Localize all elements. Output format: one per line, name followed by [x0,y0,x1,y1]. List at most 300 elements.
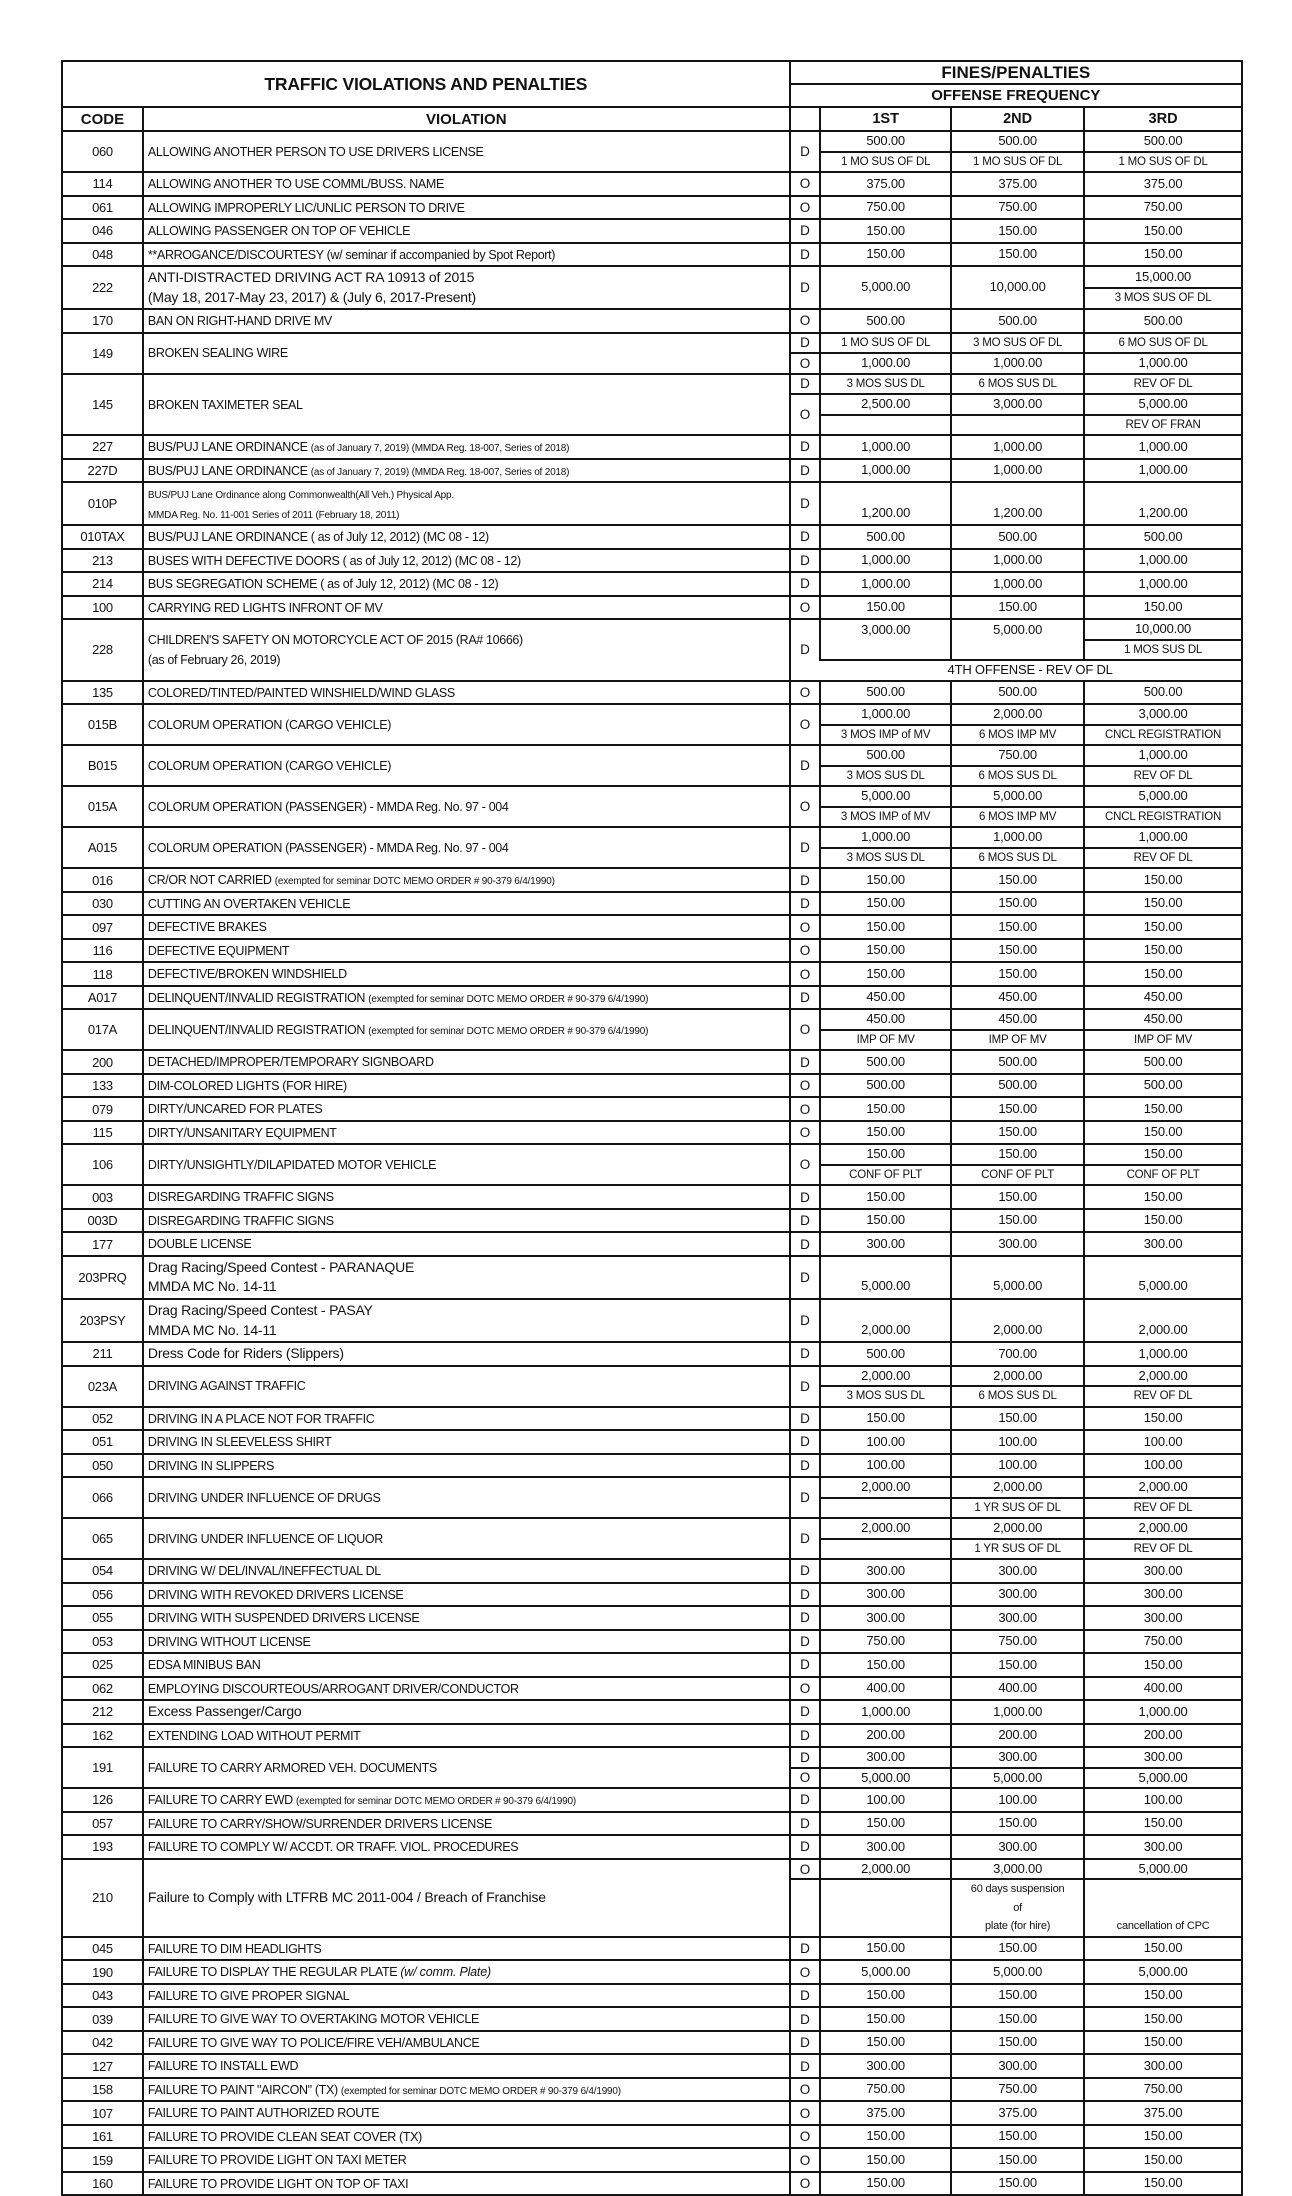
do-cell: D [789,1431,820,1453]
fine-line: 2,500.00 [861,396,911,412]
column-header-do [789,108,820,130]
fine-cell [950,869,1083,891]
fine-line: 1,000.00 [993,355,1043,371]
code-cell: 003D [87,1213,118,1229]
code-cell: 045 [92,1941,113,1956]
fine-line: 500.00 [998,312,1037,328]
fine-cell [950,1519,1083,1558]
table-row [63,1208,1241,1232]
fine-cell [950,1678,1083,1700]
code-cell: 161 [92,2129,113,2145]
fine-line: 2,000.00 [861,1321,911,1337]
fine-line [821,1259,950,1278]
fine-line: 400.00 [866,1680,905,1696]
violation-cell [142,375,789,435]
violation-line: Drag Racing/Speed Contest - PARANAQUE [147,1258,415,1275]
fine-line: 500.00 [1143,684,1183,700]
code-cell: 203PSY [79,1313,126,1328]
code-cell: 162 [92,1727,113,1743]
code-cell: A017 [87,990,118,1006]
fine-cell [1083,1560,1241,1582]
do-cell: O [789,173,820,195]
fine-line: 500.00 [866,1345,905,1361]
fine-line: 100.00 [866,1433,905,1449]
violation-line: DRIVING WITHOUT LICENSE [147,1634,311,1649]
fine-cell [950,1010,1083,1049]
fine-cell [819,1607,950,1629]
violation-cell [142,1478,789,1517]
fine-line: 300.00 [1143,1749,1183,1765]
fine-group [789,1725,1241,1747]
fine-line: 150.00 [998,2128,1037,2144]
code-cell: 177 [92,1236,113,1252]
table-row [63,308,1241,332]
fine-line: 500.00 [1143,312,1183,328]
fine-group [789,1748,1241,1767]
do-cell: D [789,1408,820,1430]
fine-cell [950,1145,1083,1184]
fine-group [789,1836,1241,1858]
fine-cell [819,940,950,962]
code-cell: 039 [92,2011,113,2027]
do-cell: O [789,1075,820,1097]
violation-line: DIRTY/UNCARED FOR PLATES [147,1102,323,1117]
violation-line: MMDA MC No. 14-11 [147,1321,277,1338]
violation-cell [142,173,789,195]
fine-cell [950,244,1083,266]
fine-line: 5,000.00 [861,1963,911,1979]
fine-line: REV OF DL [1085,765,1241,786]
fine-cell [1083,573,1241,595]
fine-group [789,173,1241,195]
violation-cell [142,1455,789,1477]
fine-line: 300.00 [866,2057,905,2073]
fine-cell [950,828,1083,867]
do-cell: O [789,1122,820,1144]
fine-cell [950,395,1083,434]
violation-cell [142,526,789,548]
fine-group [789,1051,1241,1073]
do-cell: D [789,1813,820,1835]
fine-cell [1083,1210,1241,1232]
violation-line: FAILURE TO GIVE WAY TO OVERTAKING MOTOR VEHICLE [147,2012,480,2027]
fine-line: 1,000.00 [861,1703,911,1719]
fine-line: 3 MOS SUS DL [821,765,950,786]
fine-group [789,197,1241,219]
fine-cell [819,1210,950,1232]
fine-line: 3,000.00 [1138,706,1188,722]
violation-line: ALLOWING ANOTHER TO USE COMML/BUSS. NAME [147,177,444,191]
fine-line: 150.00 [998,246,1037,262]
table-row [63,434,1241,458]
fine-line: CONF OF PLT [1085,1164,1241,1185]
violation-cell [142,2079,789,2101]
fine-cell [819,197,950,219]
fine-cell [950,1880,1083,1936]
fine-cell [950,1367,1083,1406]
table-row [63,1746,1241,1787]
code-cell: 061 [92,199,113,215]
fine-cell [950,573,1083,595]
code-cell: 193 [92,1839,113,1855]
violation-line: DRIVING AGAINST TRAFFIC [147,1379,306,1394]
fine-cell [819,267,950,308]
fine-cell [1083,1010,1241,1049]
do-cell: D [789,573,820,595]
fine-cell [819,375,950,394]
fine-line: 150.00 [1143,1124,1183,1140]
do-cell: D [789,620,820,680]
violation-line: CR/OR NOT CARRIED (exempted for seminar DOTC MEMO ORDER # 90-379 6/4/1990) [147,873,555,888]
fine-line: 3 MO SUS OF DL [973,336,1063,349]
fine-line [952,1259,1083,1278]
fine-group [789,1678,1241,1700]
fine-cell [819,1631,950,1653]
fine-line [952,1302,1083,1321]
violation-cell [142,1631,789,1653]
violation-line: FAILURE TO GIVE WAY TO POLICE/FIRE VEH/AMBULANCE [147,2035,480,2050]
violation-cell [142,1186,789,1208]
fine-cell [1083,460,1241,482]
code-cell: 190 [92,1964,113,1980]
fine-line: 1,000.00 [861,575,911,591]
do-cell: D [789,1300,820,1341]
fine-cell [819,1145,950,1184]
violation-line: FAILURE TO PROVIDE CLEAN SEAT COVER (TX) [147,2129,422,2144]
do-cell: D [789,1789,820,1811]
code-cell: 017A [87,1022,118,1038]
table-row [63,218,1241,242]
fine-line: 1 MO SUS OF DL [821,151,950,172]
fine-cell [819,1343,950,1365]
fine-line: 150.00 [1143,1410,1183,1426]
fine-line: 500.00 [1143,1077,1183,1093]
violation-line: COLORUM OPERATION (CARGO VEHICLE) [147,758,392,773]
fine-cell [1083,436,1241,458]
violation-line: MMDA MC No. 14-11 [147,1278,277,1295]
fine-cell [819,2008,950,2030]
fine-cell [1083,787,1241,826]
code-cell: 133 [92,1078,113,1094]
code-cell: 003 [92,1189,113,1205]
fine-cell [1083,1408,1241,1430]
fine-group [789,436,1241,458]
fine-line: 375.00 [866,2104,905,2120]
fine-line: 1,000.00 [1138,747,1188,763]
fine-cell [950,893,1083,915]
violation-line: CARRYING RED LIGHTS INFRONT OF MV [147,600,383,615]
table-row [63,1298,1241,1341]
column-header-3rd: 3RD [1083,108,1241,130]
fine-group [789,1145,1241,1184]
violation-line: BROKEN SEALING WIRE [147,346,288,361]
fine-cell [819,2173,950,2195]
violation-cell [142,1233,789,1255]
do-cell: D [789,1584,820,1606]
fine-cell [950,1560,1083,1582]
fine-cell [1083,1233,1241,1255]
fine-group [789,1813,1241,1835]
fine-line: 500.00 [998,1077,1037,1093]
code-cell: 016 [92,872,113,888]
table-row [63,2124,1241,2148]
fine-line: 300.00 [866,1838,905,1854]
fine-line: 1,200.00 [993,504,1043,520]
violation-line: DIRTY/UNSANITARY EQUIPMENT [147,1125,337,1140]
fine-line: 1 MOS SUS DL [1085,639,1241,660]
table-row [63,481,1241,524]
violation-line: FAILURE TO PROVIDE LIGHT ON TOP OF TAXI [147,2176,409,2191]
table-row [63,242,1241,266]
fine-cell [819,620,950,659]
fine-group [789,1519,1241,1558]
fine-cell [950,1186,1083,1208]
table-row [63,1453,1241,1477]
fine-line: 150.00 [1143,1212,1183,1228]
fine-group [789,746,1241,785]
code-cell: 066 [92,1490,113,1506]
fine-cell [819,597,950,619]
code-cell: A015 [87,840,118,856]
do-cell: D [789,1233,820,1255]
fine-group [789,573,1241,595]
fine-line: 500.00 [866,684,905,700]
fine-cell [1083,1367,1241,1406]
fine-line: 3 MOS SUS OF DL [1085,287,1241,308]
fine-cell [1083,354,1241,373]
fine-line: 150.00 [998,1212,1037,1228]
violation-cell [142,1938,789,1960]
table-row [63,914,1241,938]
fine-line: 3 MOS IMP of MV [821,806,950,827]
fine-line: 1 YR SUS OF DL [952,1538,1083,1559]
fine-group [789,869,1241,891]
fine-group [789,1210,1241,1232]
fine-cell [819,1836,950,1858]
code-cell: 213 [92,552,113,568]
fine-cell [1083,2126,1241,2148]
fine-line: 150.00 [1143,2034,1183,2050]
fine-line: 150.00 [1143,1188,1183,1204]
fine-line: 300.00 [1143,2057,1183,2073]
do-cell: D [789,1257,820,1298]
fine-line [821,1302,950,1321]
table-row [63,1008,1241,1049]
fine-cell [1083,1300,1241,1341]
fine-line: 300.00 [1143,1562,1183,1578]
fine-cell [950,220,1083,242]
violation-cell [142,597,789,619]
fine-line: 150.00 [998,2010,1037,2026]
table-row [63,2053,1241,2077]
fine-line: 150.00 [998,1410,1037,1426]
do-cell: D [789,220,820,242]
fine-cell [950,705,1083,744]
fine-cell [950,1233,1083,1255]
violation-cell [142,1813,789,1835]
fine-group [789,1122,1241,1144]
fine-line: 150.00 [1143,2151,1183,2167]
fine-cell [819,220,950,242]
fine-cell [950,1938,1083,1960]
fine-line: 375.00 [998,2104,1037,2120]
fine-cell [1083,1836,1241,1858]
fine-cell [819,1010,950,1049]
fine-line: 3,000.00 [861,622,911,638]
violation-line: FAILURE TO CARRY EWD (exempted for seminar DOTC MEMO ORDER # 90-379 6/4/1990) [147,1793,576,1808]
fine-line: REV OF DL [1085,1538,1241,1559]
violation-line: ALLOWING IMPROPERLY LIC/UNLIC PERSON TO DRIVE [147,200,465,215]
violation-line: DOUBLE LICENSE [147,1237,252,1252]
do-cell: D [789,550,820,572]
fine-cell [950,1789,1083,1811]
fine-line: 150.00 [1143,918,1183,934]
fine-line: 2,000.00 [1138,1520,1188,1536]
do-cell: D [789,460,820,482]
do-cell: D [789,1343,820,1365]
fine-line: 3 MOS SUS DL [821,847,950,868]
do-cell: O [789,1769,820,1788]
fine-cell [950,1748,1083,1767]
column-header-violation: VIOLATION [142,108,789,130]
fine-line: 150.00 [998,1188,1037,1204]
violation-line: DRIVING IN SLEEVELESS SHIRT [147,1435,332,1450]
violation-line: DELINQUENT/INVALID REGISTRATION (exempted for seminar DOTC MEMO ORDER # 90-379 6/4/1990) [147,990,649,1005]
table-row [63,961,1241,985]
violation-cell [142,916,789,938]
fine-group [789,1701,1241,1723]
fine-line: 5,000.00 [861,788,911,804]
fine-cell [950,1257,1083,1298]
table-row [63,744,1241,785]
fine-group [789,244,1241,266]
fine-cell [1083,244,1241,266]
violation-cell [142,244,789,266]
table-row [63,1959,1241,1983]
fine-line: 150.00 [1143,942,1183,958]
violation-cell [142,1300,789,1341]
fine-cell [950,916,1083,938]
fine-cell [1083,1186,1241,1208]
fine-cell [819,460,950,482]
fine-cell [819,334,950,353]
fine-cell [819,1860,950,1879]
fine-cell [819,1789,950,1811]
fine-line: 450.00 [1143,989,1183,1005]
fine-cell [1083,828,1241,867]
fine-cell [950,1431,1083,1453]
fine-line: 1,000.00 [993,575,1043,591]
table-row [63,703,1241,744]
fine-cell [1083,1769,1241,1788]
fine-line: 750.00 [1143,2081,1183,2097]
fine-line [821,485,950,504]
fine-group [789,1789,1241,1811]
do-cell: O [789,682,820,704]
fine-line [821,640,950,659]
fine-line: 300.00 [998,2057,1037,2073]
fine-group [789,1878,1241,1936]
fine-line: 375.00 [998,175,1037,191]
fine-cell [1083,1343,1241,1365]
fine-line: 150.00 [1143,1100,1183,1116]
fine-group [789,1767,1241,1788]
violation-cell [142,267,789,308]
table-row [63,171,1241,195]
violation-cell [142,1748,789,1787]
fine-line: 2,000.00 [993,1321,1043,1337]
column-header-code: CODE [80,110,125,128]
fine-line: 150.00 [998,1124,1037,1140]
table-row [63,1811,1241,1835]
fine-line: 300.00 [998,1749,1037,1765]
do-cell: O [789,395,820,434]
violation-line: DRIVING WITH SUSPENDED DRIVERS LICENSE [147,1611,420,1626]
violation-cell [142,1985,789,2007]
fine-cell [819,1560,950,1582]
do-cell: O [789,597,820,619]
fine-line: 3,000.00 [993,1860,1043,1876]
violation-cell [142,1961,789,1983]
fine-line: 150.00 [1143,246,1183,262]
fine-line: 150.00 [866,2128,905,2144]
fine-line: 150.00 [866,895,905,911]
do-cell: O [789,1010,820,1049]
do-cell: D [789,1701,820,1723]
violation-cell [142,1560,789,1582]
table-row [63,1406,1241,1430]
fine-line: 1,000.00 [1138,438,1188,454]
fine-cell [950,375,1083,394]
fine-line: 150.00 [866,1212,905,1228]
fine-line: 200.00 [866,1727,905,1743]
fine-group [789,1860,1241,1879]
fine-group [789,893,1241,915]
violation-line: DRIVING WITH REVOKED DRIVERS LICENSE [147,1587,404,1602]
fine-cell [1083,1145,1241,1184]
fine-line: 3 MOS SUS DL [846,377,925,390]
fine-cell [819,1075,950,1097]
do-cell: D [789,132,820,171]
violation-line: CUTTING AN OVERTAKEN VEHICLE [147,896,351,911]
do-cell: D [789,746,820,785]
fine-line: 300.00 [866,1562,905,1578]
fine-group [789,2173,1241,2195]
table-header [63,62,1241,108]
violation-cell [142,2008,789,2030]
fine-cell [819,526,950,548]
fine-line: 500.00 [998,528,1037,544]
fine-group [789,828,1241,867]
fine-line: 10,000.00 [989,279,1046,295]
fine-group [789,1343,1241,1365]
table-row [63,680,1241,704]
fine-group [789,334,1241,353]
fine-cell [819,1431,950,1453]
violation-cell [142,893,789,915]
table-row [63,1120,1241,1144]
fine-cell [950,620,1083,659]
violation-cell [142,2173,789,2195]
fine-group [789,1961,1241,1983]
fine-line: 150.00 [866,2151,905,2167]
fine-line: 1,000.00 [861,355,911,371]
fine-line: 150.00 [998,895,1037,911]
fine-cell [950,1343,1083,1365]
code-cell: 200 [92,1054,113,1070]
fine-cell [819,1051,950,1073]
fine-line: 150.00 [866,246,905,262]
